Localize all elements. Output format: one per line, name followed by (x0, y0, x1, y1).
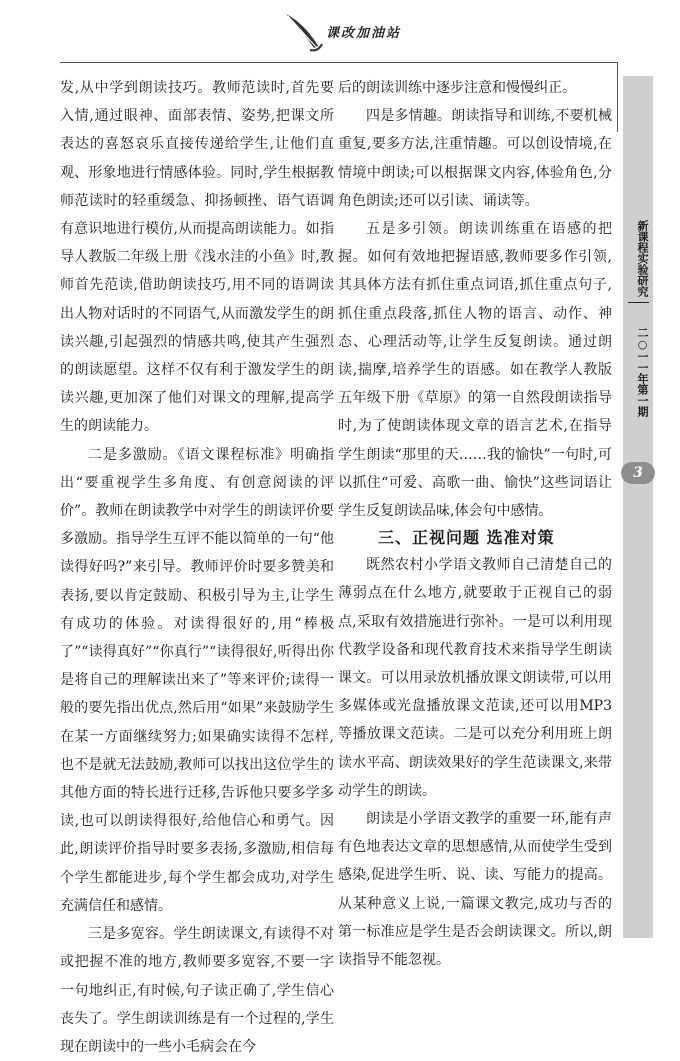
journal-issue: 二○一一年第一期 (636, 327, 649, 417)
header-rule-vertical (617, 62, 618, 132)
paragraph: 二是多激励。《语文课程标准》明确指出“要重视学生多角度、有创意阅读的评价”。教师在朗读教学中对学生的朗读评价要多激励。指导学生互评不能以简单的一句“他读得好吗?”来引导。教师评价时要多赞美和表扬,要以肯定鼓励、积极引导为主,让学生有成功的体验。对读得很好的,用“棒极了”“读得真好”“你真行”“读得很好,听得出你是将自己的理解读出来了”等来评价;读得一般的要先指出优点,然后用“如果”来鼓励学生在某一方面继续努力;如果确实读得不怎样,也不是就无法鼓励,教师可以找出这位学生的其他方面的特长进行迁移,告诉他只要多学多读,也可以朗读得很好,给他信心和勇气。因此,朗读评价指导时要多表扬,多激励,相信每个学生都能进步,每个学生都会成功,对学生充满信任和感情。 (60, 446, 334, 914)
paragraph: 四是多情趣。朗读指导和训练,不要机械重复,要多方法,注重情趣。可以创设情境,在情境中朗读;可以根据课文内容,体验角色,分角色朗读;还可以引读、诵读等。 (338, 108, 612, 209)
right-column (338, 74, 612, 974)
journal-name: 新课程实验研究 (636, 219, 649, 297)
sidebar-band (623, 76, 653, 938)
left-column (60, 74, 334, 1061)
header-title: 课改加油站 (326, 26, 402, 41)
page-number-badge: 3 (621, 462, 655, 484)
paragraph: 三是多宽容。学生朗读课文,有读得不对或把握不准的地方,教师要多宽容,不要一字一句地纠正,有时候,句子读正确了,学生信心丧失了。学生朗读训练是有一个过程的,学生现在朗读中的一些小毛病会在今 (60, 926, 334, 1055)
header-rule (60, 62, 617, 63)
feather-pen-icon (280, 10, 324, 54)
sidebar-divider (628, 302, 649, 303)
paragraph: 发,从中学到朗读技巧。教师范读时,首先要入情,通过眼神、面部表情、姿势,把课文所表达的喜怒哀乐直接传递给学生,让他们直观、形象地进行情感体验。同时,学生根据教师范读时的轻重缓急、抑扬顿挫、语气语调有意识地进行模仿,从而提高朗读能力。如指导人教版二年级上册《浅水洼的小鱼》时,教师首先范读,借助朗读技巧,用不同的语调读出人物对话时的不同语气,从而激发学生的朗读兴趣,引起强烈的情感共鸣,使其产生强烈的朗读愿望。这样不仅有利于激发学生的朗读兴趣,更加深了他们对课文的理解,提高学生的朗读能力。 (60, 80, 334, 435)
paragraph: 朗读是小学语文教学的重要一环,能有声有色地表达文章的思想感情,从而使学生受到感染,促进学生听、说、读、写能力的提高。从某种意义上说,一篇课文教完,成功与否的第一标准应是学生是否会朗读课文。所以,朗读指导不能忽视。 (338, 811, 612, 969)
paragraph: 既然农村小学语文教师自己清楚自己的薄弱点在什么地方,就要敢于正视自己的弱点,采取有效措施进行弥补。一是可以利用现代教学设备和现代教育技术来指导学生朗读课文。可以用录放机播放课文朗读带,可以用多媒体或光盘播放课文范读,还可以用MP3等播放课文范读。二是可以充分利用班上朗读水平高、朗读效果好的学生范读课文,来带动学生的朗读。 (338, 557, 612, 799)
section-heading: 三、正视问题 选准对策 (378, 528, 555, 548)
paragraph: 后的朗读训练中逐步注意和慢慢纠正。 (338, 80, 576, 96)
paragraph: 五是多引领。朗读训练重在语感的把握。如何有效地把握语感,教师要多作引领,其具体方法有抓住重点词语,抓住重点句子,抓住重点段落,抓住人物的语言、动作、神态、心理活动等,让学生反复朗读。通过朗读,揣摩,培养学生的语感。如在教学人教版五年级下册《草原》的第一自然段朗读指导时,为了使朗读体现文章的语言艺术,在指导学生朗读“那里的天……我的愉快”一句时,可以抓住“可爱、高歌一曲、愉快”这些词语让学生反复朗读品味,体会句中感情。 (338, 221, 612, 520)
